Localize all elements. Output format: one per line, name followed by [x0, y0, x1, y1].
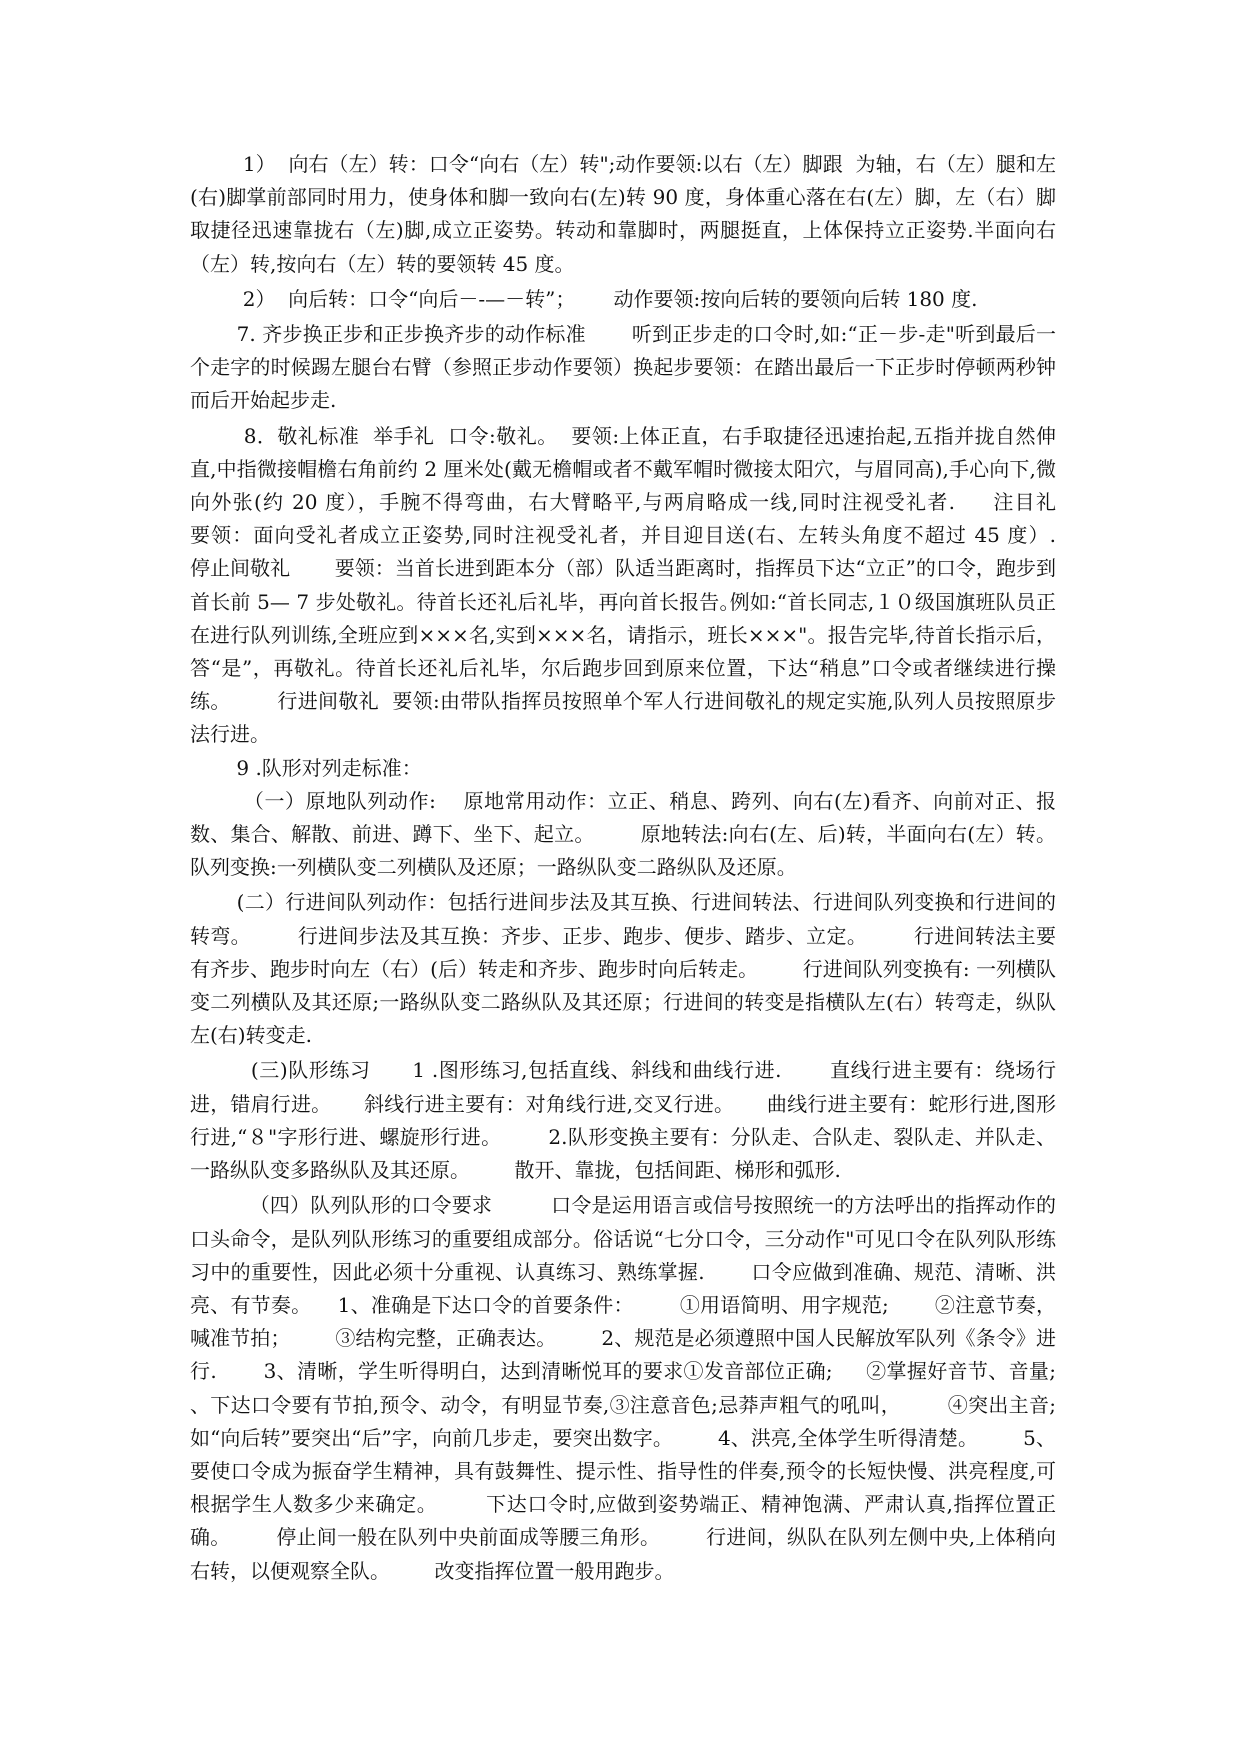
- document-body: [190, 148, 1114, 1588]
- paragraph-about-turn: 2） 向后转：口令“向后－-—－转”； 动作要领:按向后转的要领向后转 180 度.: [230, 286, 978, 311]
- paragraph-command-requirements: （四）队列队形的口令要求 口令是运用语言或信号按照统一的方法呼出的指挥动作的口头命令，是队列队形练习的重要组成部分。俗话说“七分口令，三分动作"可见口令在队列队形练习中的重要性，因此必须十分重视、认真练习、熟练掌握. 口令应做到准确、规范、清晰、洪亮、有节奏。 1、准确是下达口令的首要条件： ①用语简明、用字规范; ②注意节奏，喊准节拍； ③结构完整，正确表达。 2、规范是必须遵照中国人民解放军队列《条令》进行. 3、清晰，学生听得明白，达到清晰悦耳的要求①发音部位正确; ②掌握好音节、音量; 、下达口令要有节拍,预令、动令，有明显节奏,③注意音色;忌莽声粗气的吼叫， ④突出主音;如“向后转”要突出“后”字，向前几步走，要突出数字。 4、洪亮,全体学生听得清楚。 5、要使口令成为振奋学生精神，具有鼓舞性、提示性、指导性的伴奏,预令的长短快慢、洪亮程度,可根据学生人数多少来确定。 下达口令时,应做到姿势端正、精神饱满、严肃认真,指挥位置正确。 停止间一般在队列中央前面成等腰三角形。 行进间，纵队在队列左侧中央,上体稍向右转，以便观察全队。 改变指挥位置一般用跑步。: [190, 1193, 1063, 1583]
- paragraph-salute-standard: 8．敬礼标准 举手礼 口令:敬礼。 要领:上体正直，右手取捷径迅速抬起,五指并拢自然伸直,中指微接帽檐右角前约 2 厘米处(戴无檐帽或者不戴军帽时微接太阳穴，与眉同高),手心向下,微向外张(约 20 度），手腕不得弯曲，右大臂略平,与两肩略成一线,同时注视受礼者. 注目礼 要领：面向受礼者成立正姿势,同时注视受礼者，并目迎目送(右、左转头角度不超过 45 度）. 停止间敬礼 要领：当首长进到距本分（部）队适当距离时，指挥员下达“立正”的口令，跑步到首长前 5— 7 步处敬礼。待首长还礼后礼毕，再向首长报告｡例如:“首长同志,１０级国旗班队员正在进行队列训练,全班应到×××名,实到×××名，请指示，班长×××"。报告完毕,待首长指示后，答“是”，再敬礼。待首长还礼后礼毕，尔后跑步回到原来位置，下达“稍息”口令或者继续进行操练。 行进间敬礼 要领:由带队指挥员按照单个军人行进间敬礼的规定实施,队列人员按照原步法行进。: [190, 423, 1114, 747]
- paragraph-turn-right-left: 1） 向右（左）转：口令“向右（左）转";动作要领:以右（左）脚跟 为轴，右（左）腿和左(右)脚掌前部同时用力，使身体和脚一致向右(左)转 90 度，身体重心落在右(左）脚，左（右）脚取捷径迅速靠拢右（左)脚,成立正姿势。转动和靠脚时，两腿挺直，上体保持立正姿势.半面向右（左）转,按向右（左）转的要领转 45 度。: [190, 152, 1056, 276]
- paragraph-formation-practice: (三)队形练习 1 .图形练习,包括直线、斜线和曲线行进. 直线行进主要有：绕场行进，错肩行进。 斜线行进主要有：对角线行进,交叉行进。 曲线行进主要有：蛇形行进,图形行进,“８"字形行进、螺旋形行进。 2.队形变换主要有：分队走、合队走、裂队走、并队走、一路纵队变多路纵队及其还原。 散开、靠拢，包括间距、梯形和弧形.: [190, 1058, 1057, 1183]
- paragraph-marching-drills: (二）行进间队列动作：包括行进间步法及其互换、行进间转法、行进间队列变换和行进间的转弯。 行进间步法及其互换：齐步、正步、跑步、便步、踏步、立定。 行进间转法主要有齐步、跑步时向左（右）(后）转走和齐步、跑步时向后转走。 行进间队列变换有: 一列横队变二列横队及其还原;一路纵队变二路纵队及其还原；行进间的转变是指横队左(右）转弯走，纵队左(右)转变走.: [190, 890, 1056, 1048]
- paragraph-step-change: 7. 齐步换正步和正步换齐步的动作标准 听到正步走的口令时,如:“正－步-走"听到最后一个走字的时候踢左腿台右臂（参照正步动作要领）换起步要领：在踏出最后一下正步时停顿两秒钟而后开始起步走.: [190, 322, 1057, 413]
- paragraph-formation-title: 9 .队形对列走标准：: [230, 755, 422, 780]
- paragraph-stationary-drills: （一）原地队列动作: 原地常用动作：立正、稍息、跨列、向右(左)看齐、向前对正、报数、集合、解散、前进、蹲下、坐下、起立。 原地转法:向右(左、后)转，半面向右(左）转。 队列变换:一列横队变二列横队及还原；一路纵队变二路纵队及还原。: [190, 788, 1088, 880]
